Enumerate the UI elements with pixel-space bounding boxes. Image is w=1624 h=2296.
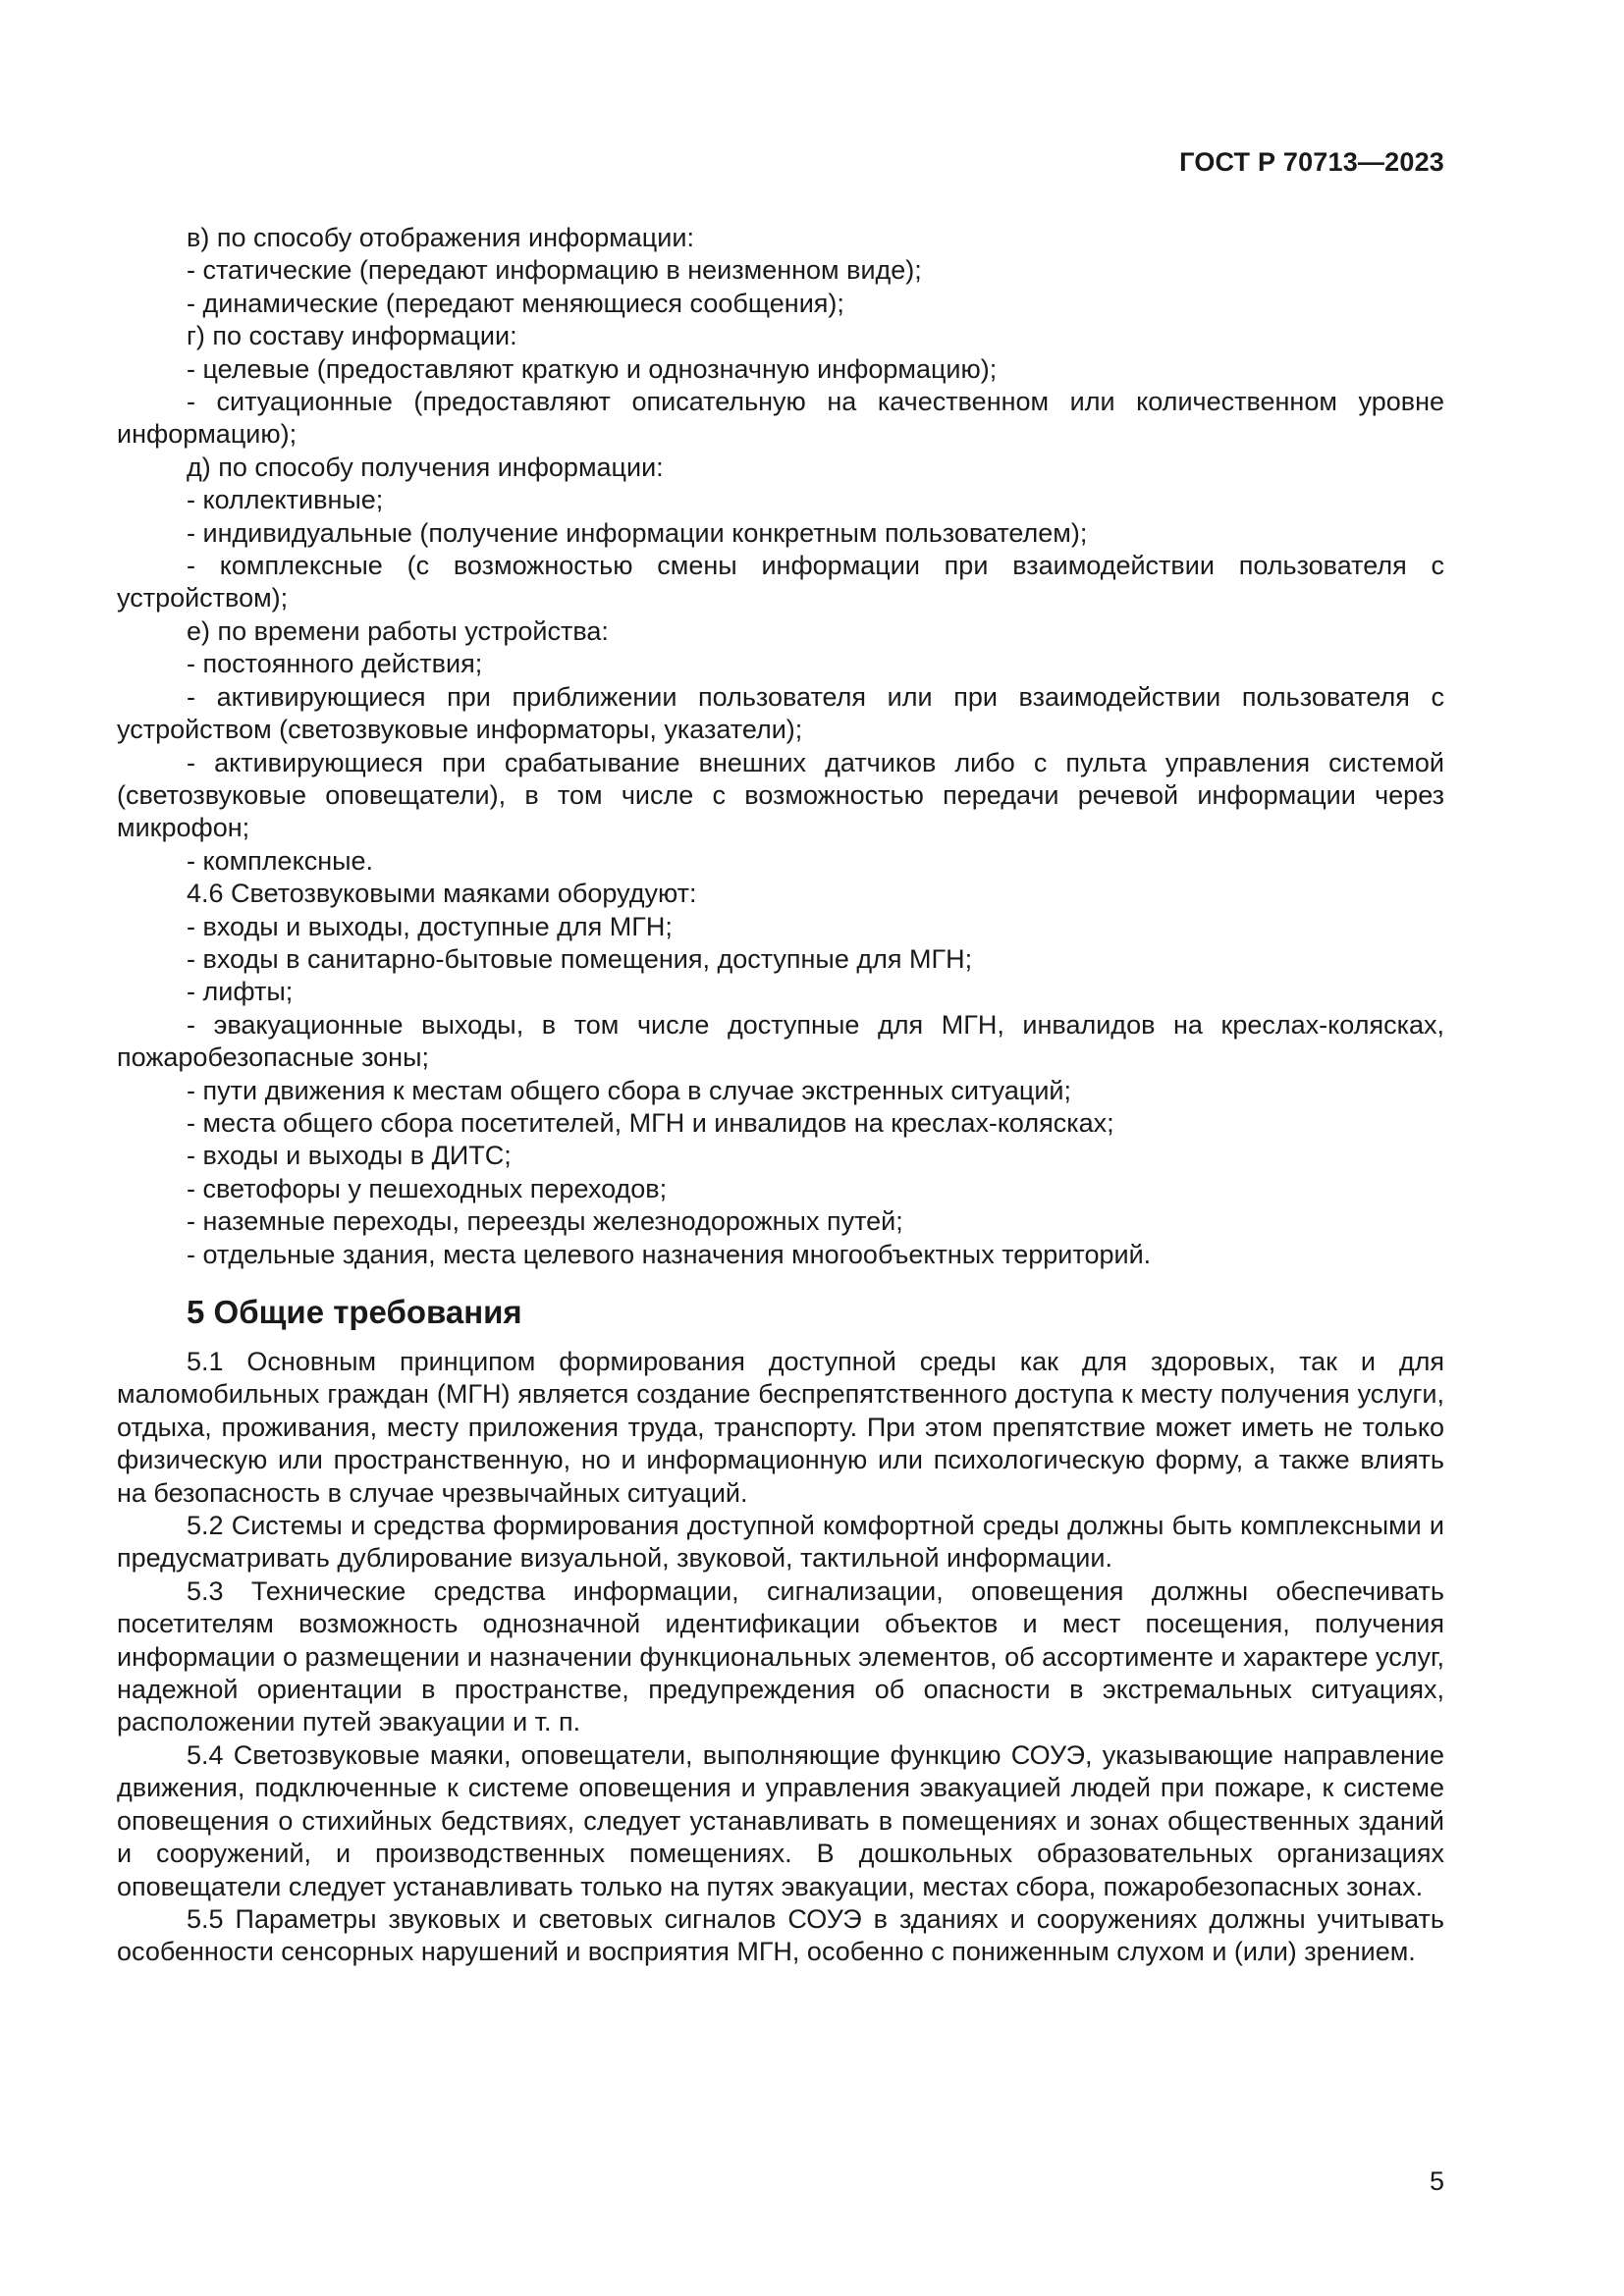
- list-item: - постоянного действия;: [187, 649, 483, 679]
- list-item: - комплексные (с возможностью смены информации при взаимодействии пользователя с устройством);: [117, 551, 1444, 614]
- document-body: [117, 222, 1444, 1969]
- list-item: е) по времени работы устройства:: [187, 615, 609, 646]
- list-item: - комплексные.: [187, 845, 374, 876]
- list-item: - пути движения к местам общего сбора в случае экстренных ситуаций;: [187, 1075, 1071, 1105]
- section-heading: 5 Общие требования: [187, 1294, 522, 1330]
- list-item: - ситуационные (предоставляют описательную на качественном или количественном уровне информацию);: [117, 387, 1444, 450]
- list-item: - активирующиеся при срабатывание внешних датчиков либо с пульта управления системой (светозвуковые оповещатели), в том числе с возможностью передачи речевой информации через микрофон;: [117, 747, 1444, 843]
- list-item: - статические (передают информацию в неизменном виде);: [187, 255, 922, 286]
- clause-5-2: 5.2 Системы и средства формирования доступной комфортной среды должны быть комплексными и предусматривать дублирование визуальной, звуковой, тактильной информации.: [117, 1511, 1444, 1574]
- clause-5-1: 5.1 Основным принципом формирования доступной среды как для здоровых, так и для маломобильных граждан (МГН) является создание беспрепятственного доступа к месту получения услуги, отдыха, проживания, месту приложения труда, транспорту. При этом препятствие может иметь не только физическую или пространственную, но и информационную или психологическую форму, а также влиять на безопасность в случае чрезвычайных ситуаций.: [117, 1347, 1444, 1508]
- list-item: - места общего сбора посетителей, МГН и инвалидов на креслах-колясках;: [187, 1107, 1114, 1138]
- list-item: - эвакуационные выходы, в том числе доступные для МГН, инвалидов на креслах-колясках, пожаробезопасные зоны;: [117, 1009, 1444, 1073]
- clause-5-5: 5.5 Параметры звуковых и световых сигналов СОУЭ в зданиях и сооружениях должны учитывать особенности сенсорных нарушений и восприятия МГН, особенно с пониженным слухом и (или) зрением.: [117, 1903, 1444, 1967]
- page-number: 5: [1429, 2166, 1444, 2196]
- list-item: - отдельные здания, места целевого назначения многообъектных территорий.: [187, 1239, 1152, 1269]
- classification-list: [117, 222, 1444, 1271]
- list-item: д) по способу получения информации:: [187, 452, 664, 482]
- list-item: - лифты;: [187, 977, 294, 1007]
- clause-5-4: 5.4 Светозвуковые маяки, оповещатели, выполняющие функцию СОУЭ, указывающие направление движения, подключенные к системе оповещения и управления эвакуацией людей при пожаре, к системе оповещения о стихийных бедствиях, следует устанавливать в помещениях и зонах общественных зданий и сооружений, и производственных помещениях. В дошкольных образовательных организациях оповещатели следует устанавливать только на путях эвакуации, местах сбора, пожаробезопасных зонах.: [117, 1739, 1444, 1901]
- list-item: - активирующиеся при приближении пользователя или при взаимодействии пользователя с устройством (светозвуковые информаторы, указатели);: [117, 681, 1444, 745]
- list-item: - целевые (предоставляют краткую и однозначную информацию);: [187, 353, 998, 384]
- clause-5-3: 5.3 Технические средства информации, сигнализации, оповещения должны обеспечивать посетителям возможность однозначной идентификации объектов и мест посещения, получения информации о размещении и назначении функциональных элементов, об ассортименте и характере услуг, надежной ориентации в пространстве, предупреждения об опасности в экстремальных ситуациях, расположении путей эвакуации и т. п.: [117, 1575, 1444, 1737]
- list-item: - наземные переходы, переезды железнодорожных путей;: [187, 1206, 903, 1237]
- list-item: - входы и выходы в ДИТС;: [187, 1141, 512, 1171]
- list-item: - входы в санитарно-бытовые помещения, доступные для МГН;: [187, 943, 973, 974]
- clause-4-6: 4.6 Светозвуковыми маяками оборудуют:: [187, 879, 697, 909]
- list-item: в) по способу отображения информации:: [187, 223, 694, 252]
- list-item: - коллективные;: [187, 485, 384, 515]
- section-5-body: [117, 1346, 1444, 1969]
- list-item: - входы и выходы, доступные для МГН;: [187, 911, 673, 941]
- list-item: - светофоры у пешеходных переходов;: [187, 1173, 668, 1203]
- document-code-header: ГОСТ Р 70713—2023: [1179, 147, 1444, 177]
- list-item: - динамические (передают меняющиеся сообщения);: [187, 288, 844, 318]
- list-item: - индивидуальные (получение информации конкретным пользователем);: [187, 517, 1088, 548]
- list-item: г) по составу информации:: [187, 321, 517, 351]
